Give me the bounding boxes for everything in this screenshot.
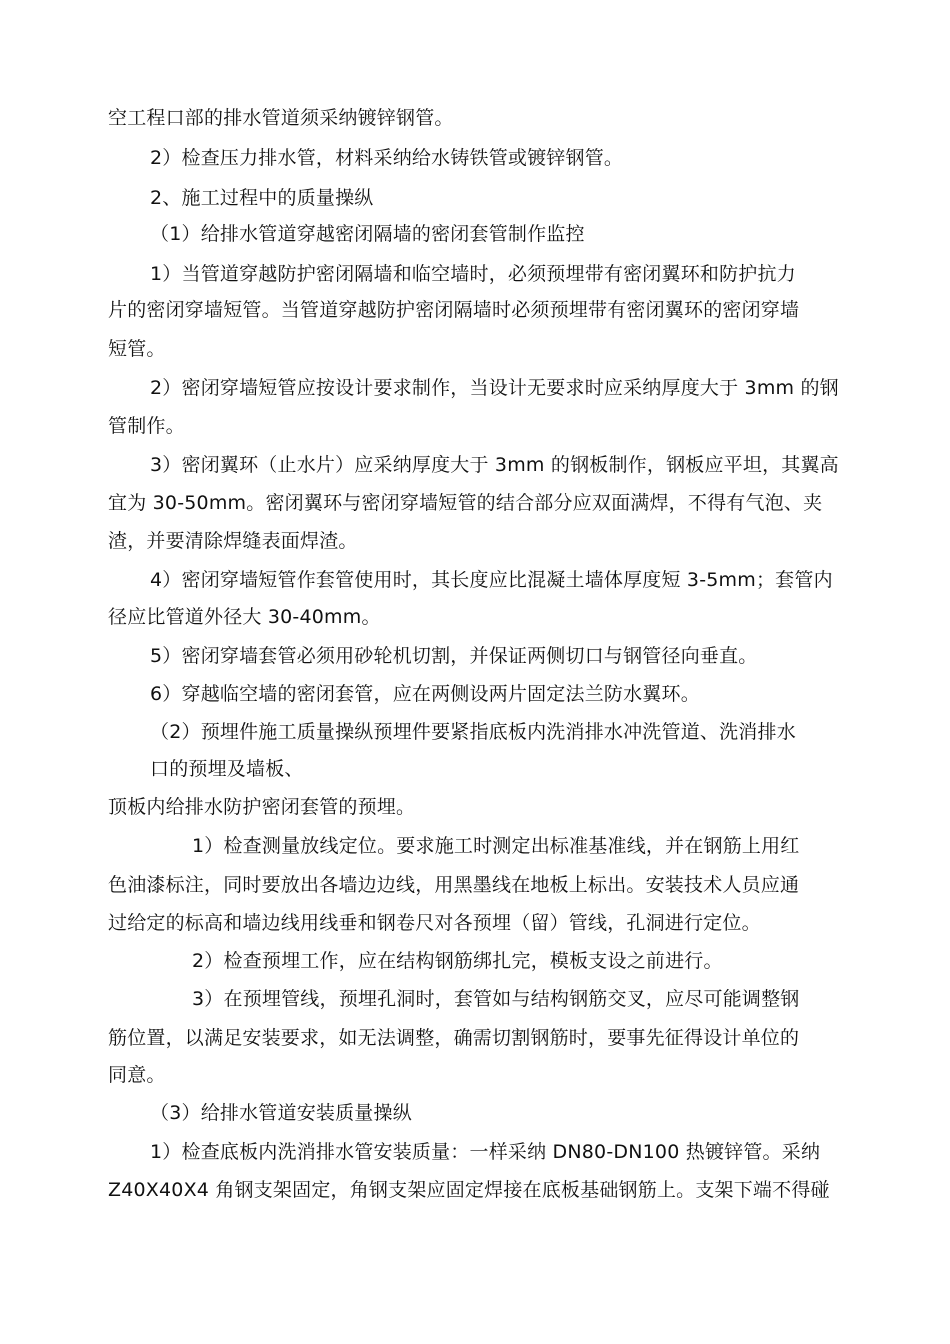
- text-line: 同意。: [108, 1064, 166, 1086]
- text-line: 2）检查压力排水管，材料采纳给水铸铁管或镀锌钢管。: [150, 147, 624, 169]
- text-line: 空工程口部的排水管道须采纳镀锌钢管。: [108, 107, 454, 129]
- text-line: 短管。: [108, 338, 166, 360]
- text-line: 5）密闭穿墙套管必须用砂轮机切割，并保证两侧切口与钢管径向垂直。: [150, 645, 758, 667]
- text-line: 3）密闭翼环（止水片）应采纳厚度大于 3mm 的钢板制作，钢板应平坦，其翼高: [150, 454, 839, 476]
- text-line: 2）密闭穿墙短管应按设计要求制作，当设计无要求时应采纳厚度大于 3mm 的钢: [150, 377, 839, 399]
- text-line: 径应比管道外径大 30-40mm。: [108, 606, 381, 628]
- text-line: 片的密闭穿墙短管。当管道穿越防护密闭隔墙时必须预埋带有密闭翼环的密闭穿墙: [108, 299, 800, 321]
- subsection-heading: （3）给排水管道安装质量操纵: [150, 1102, 412, 1124]
- text-line: 口的预埋及墙板、: [150, 758, 304, 780]
- text-line: 顶板内给排水防护密闭套管的预埋。: [108, 796, 416, 818]
- text-line: 6）穿越临空墙的密闭套管，应在两侧设两片固定法兰防水翼环。: [150, 683, 700, 705]
- text-line: 宜为 30-50mm。密闭翼环与密闭穿墙短管的结合部分应双面满焊，不得有气泡、夹: [108, 492, 823, 514]
- text-line: 过给定的标高和墙边线用线垂和钢卷尺对各预埋（留）管线，孔洞进行定位。: [108, 912, 761, 934]
- text-line: 3）在预埋管线，预埋孔洞时，套管如与结构钢筋交叉，应尽可能调整钢: [192, 988, 800, 1010]
- text-line: 色油漆标注，同时要放出各墙边边线，用黑墨线在地板上标出。安装技术人员应通: [108, 874, 800, 896]
- text-line: 2）检查预埋工作，应在结构钢筋绑扎完，模板支设之前进行。: [192, 950, 723, 972]
- text-line: 筋位置，以满足安装要求，如无法调整，确需切割钢筋时，要事先征得设计单位的: [108, 1027, 800, 1049]
- section-heading: 2、施工过程中的质量操纵: [150, 187, 374, 209]
- text-line: 1）当管道穿越防护密闭隔墙和临空墙时，必须预埋带有密闭翼环和防护抗力: [150, 263, 796, 285]
- text-line: 4）密闭穿墙短管作套管使用时，其长度应比混凝土墙体厚度短 3-5mm；套管内: [150, 569, 833, 591]
- text-line: Z40X40X4 角钢支架固定，角钢支架应固定焊接在底板基础钢筋上。支架下端不得碰: [108, 1179, 830, 1201]
- text-line: 1）检查测量放线定位。要求施工时测定出标准基准线，并在钢筋上用红: [192, 835, 800, 857]
- subsection-heading: （2）预埋件施工质量操纵预埋件要紧指底板内洗消排水冲洗管道、洗消排水: [150, 721, 796, 743]
- text-line: 1）检查底板内洗消排水管安装质量：一样采纳 DN80-DN100 热镀锌管。采纳: [150, 1141, 821, 1163]
- subsection-heading: （1）给排水管道穿越密闭隔墙的密闭套管制作监控: [150, 223, 585, 245]
- text-line: 管制作。: [108, 415, 185, 437]
- text-line: 渣，并要清除焊缝表面焊渣。: [108, 530, 358, 552]
